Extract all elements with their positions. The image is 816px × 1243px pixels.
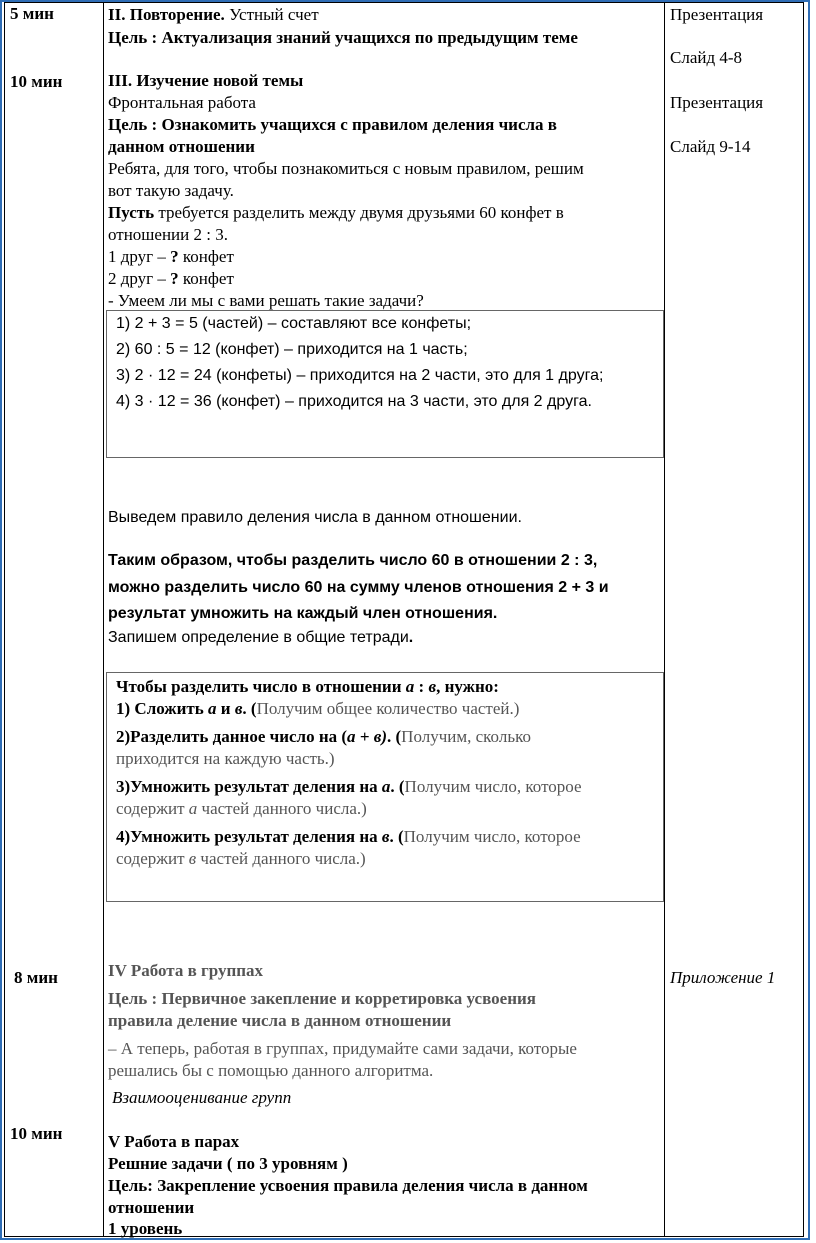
section3-friend1: 1 друг – ? конфет — [108, 247, 234, 266]
section3-goal-line1: Цель : Ознакомить учащихся с правилом деления числа в — [108, 115, 557, 134]
resource-slides-4-8: Слайд 4-8 — [670, 48, 743, 67]
resource-appendix-1: Приложение 1 — [670, 968, 776, 987]
solution-step-1: 1) 2 + 3 = 5 (частей) – составляют все конфеты; — [116, 315, 472, 332]
section4-heading: IV Работа в группах — [108, 961, 264, 980]
section3-mode: Фронтальная работа — [108, 93, 256, 112]
rule-step-4-note: содержит в частей данного числа.) — [116, 849, 366, 868]
section3-goal-line2: данном отношении — [108, 137, 255, 156]
time-group-work: 8 мин — [14, 968, 58, 987]
time-pair-work: 10 мин — [10, 1124, 63, 1143]
section5-goal-line1: Цель: Закрепление усвоения правила деления числа в данном — [108, 1176, 588, 1195]
conclusion-line1: Таким образом, чтобы разделить число 60 в отношении 2 : 3, — [108, 552, 598, 569]
time-new-topic: 10 мин — [10, 72, 63, 91]
rule-step-2-note: приходится на каждую часть.) — [116, 749, 335, 768]
rule-step-3: 3)Умножить результат деления на а. (Получим число, которое — [116, 777, 582, 796]
section5-goal-line2: отношении — [108, 1198, 195, 1217]
section5-subheading: Решние задачи ( по 3 уровням ) — [108, 1154, 348, 1173]
section4-assessment: Взаимооценивание групп — [112, 1088, 292, 1107]
derive-rule-text: Выведем правило деления числа в данном отношении. — [108, 509, 522, 526]
section2-heading: II. Повторение. Устный счет — [108, 5, 319, 24]
resource-presentation-2: Презентация — [670, 93, 764, 112]
rule-title: Чтобы разделить число в отношении а : в, нужно: — [116, 677, 499, 696]
resource-presentation-1: Презентация — [670, 5, 764, 24]
column-divider-time — [103, 2, 104, 1237]
section3-friend2: 2 друг – ? конфет — [108, 269, 234, 288]
section4-goal-line1: Цель : Первичное закепление и корретировка усвоения — [108, 989, 536, 1008]
section3-task: Пусть требуется разделить между двумя друзьями 60 конфет в — [108, 203, 564, 222]
section5-heading: V Работа в парах — [108, 1132, 240, 1151]
section4-goal-line2: правила деление числа в данном отношении — [108, 1011, 452, 1030]
section4-task-line1: – А теперь, работая в группах, придумайте сами задачи, которые — [108, 1039, 577, 1058]
column-divider-resources — [664, 2, 665, 1237]
rule-step-1: 1) Сложить а и в. (Получим общее количество частей.) — [116, 699, 520, 718]
rule-step-2: 2)Разделить данное число на (а + в). (Получим, сколько — [116, 727, 531, 746]
rule-step-4: 4)Умножить результат деления на в. (Получим число, которое — [116, 827, 581, 846]
resource-slides-9-14: Слайд 9-14 — [670, 137, 751, 156]
section5-level: 1 уровень — [108, 1219, 183, 1238]
section2-goal: Цель : Актуализация знаний учащихся по предыдущим теме — [108, 28, 578, 47]
write-definition-text: Запишем определение в общие тетради. — [108, 629, 414, 646]
section3-intro-line1: Ребята, для того, чтобы познакомиться с новым правилом, решим — [108, 159, 584, 178]
solution-step-4: 4) 3 · 12 = 36 (конфет) – приходится на 3 части, это для 2 друга. — [116, 393, 592, 410]
section3-heading: III. Изучение новой темы — [108, 71, 304, 90]
time-repetition: 5 мин — [10, 4, 54, 23]
conclusion-line3: результат умножить на каждый член отношения. — [108, 605, 498, 622]
solution-step-3: 3) 2 · 12 = 24 (конфеты) – приходится на 2 части, это для 1 друга; — [116, 367, 604, 384]
section3-question: - Умеем ли мы с вами решать такие задачи? — [108, 291, 424, 310]
conclusion-line2: можно разделить число 60 на сумму членов отношения 2 + 3 и — [108, 579, 609, 596]
section3-intro-line2: вот такую задачу. — [108, 181, 234, 200]
solution-step-2: 2) 60 : 5 = 12 (конфет) – приходится на 1 часть; — [116, 341, 468, 358]
section3-task-line2: отношении 2 : 3. — [108, 225, 228, 244]
section4-task-line2: решались бы с помощью данного алгоритма. — [108, 1061, 434, 1080]
rule-step-3-note: содержит а частей данного числа.) — [116, 799, 367, 818]
